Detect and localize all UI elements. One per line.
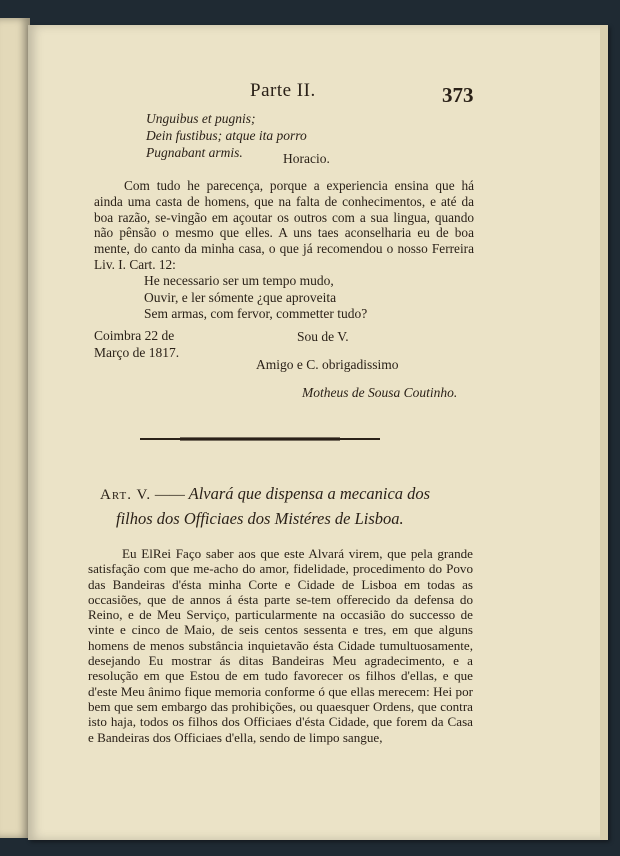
body-paragraph: [88, 546, 473, 745]
epigraph-line: Dein fustibus; atque ita porro: [146, 128, 307, 143]
signature-closing: Sou de V.: [297, 329, 349, 344]
section-divider: [140, 438, 380, 440]
verse-quote: [144, 273, 367, 323]
signature-salutation: Amigo e C. obrigadissimo: [256, 357, 399, 372]
signature-place-date: [94, 327, 179, 361]
paragraph-text: Eu ElRei Faço saber aos que este Alvará virem, que pela grande satisfação com que me-acho do amor, fidelidade, procedimento do Povo das Bandeiras d'ésta minha Corte e Cidade de Lisboa em todas as occasiões, que de annos á ésta parte se-tem offerecido da defensa do Reino, e de Meu Serviço, particularmente na occasião do successo de vinte e cinco de Maio, de seis centos sessenta e tres, em que alguns homens de menos substância inquietavão ésta Cidade tumultuosamente, desejando Eu mostrar ás ditas Bandeiras Meu agradecimento, e a resolução em que Estou de em tudo favorecer os filhos d'ellas, e que d'este Meu ânimo fique memoria conforme ó que ellas merecem: Hei por bem que sem embargo das prohibições, ou quaesquer Ordens, que contra isto haja, todos os filhos dos Officiaes d'ésta Cidade, que forem da Casa e Bandeiras dos Officiaes d'ella, sendo de limpo sangue,: [88, 546, 473, 745]
article-heading: [100, 482, 430, 531]
article-dash: ——: [154, 487, 185, 503]
paragraph-text: Com tudo he parecença, porque a experiencia ensina que há ainda uma casta de homens, que na falta de conhecimentos, e até da boa razão, se-vingão em açoutar os outros com a sua lingua, quando não pênsão o mesmo que elles. A uns taes aconselharia eu de boa mente, do canto da minha casa, o que já recomendou o nosso Ferreira Liv. I. Cart. 12:: [94, 178, 474, 272]
page-number: 373: [442, 83, 474, 107]
running-head: Parte II.: [250, 80, 316, 101]
signature-name: Motheus de Sousa Coutinho.: [302, 385, 458, 400]
verse-line: He necessario ser um tempo mudo,: [144, 273, 334, 288]
facing-page-edge: [0, 18, 30, 838]
page-edge: [600, 25, 608, 840]
article-title-cont: filhos dos Officiaes dos Mistéres de Lisboa.: [116, 509, 404, 528]
epigraph-line: Pugnabant armis.: [146, 145, 243, 160]
body-paragraph: [94, 178, 474, 273]
epigraph-attribution: Horacio.: [283, 151, 330, 166]
verse-line: Sem armas, com fervor, commetter tudo?: [144, 306, 368, 321]
date-line: Março de 1817.: [94, 345, 180, 360]
place-line: Coimbra 22 de: [94, 328, 175, 343]
article-label: Art. V.: [100, 487, 152, 503]
article-title: Alvará que dispensa a mecanica dos: [188, 484, 431, 503]
epigraph-line: Unguibus et pugnis;: [146, 111, 256, 126]
verse-line: Ouvir, e ler sómente ¿que aproveita: [144, 289, 337, 305]
